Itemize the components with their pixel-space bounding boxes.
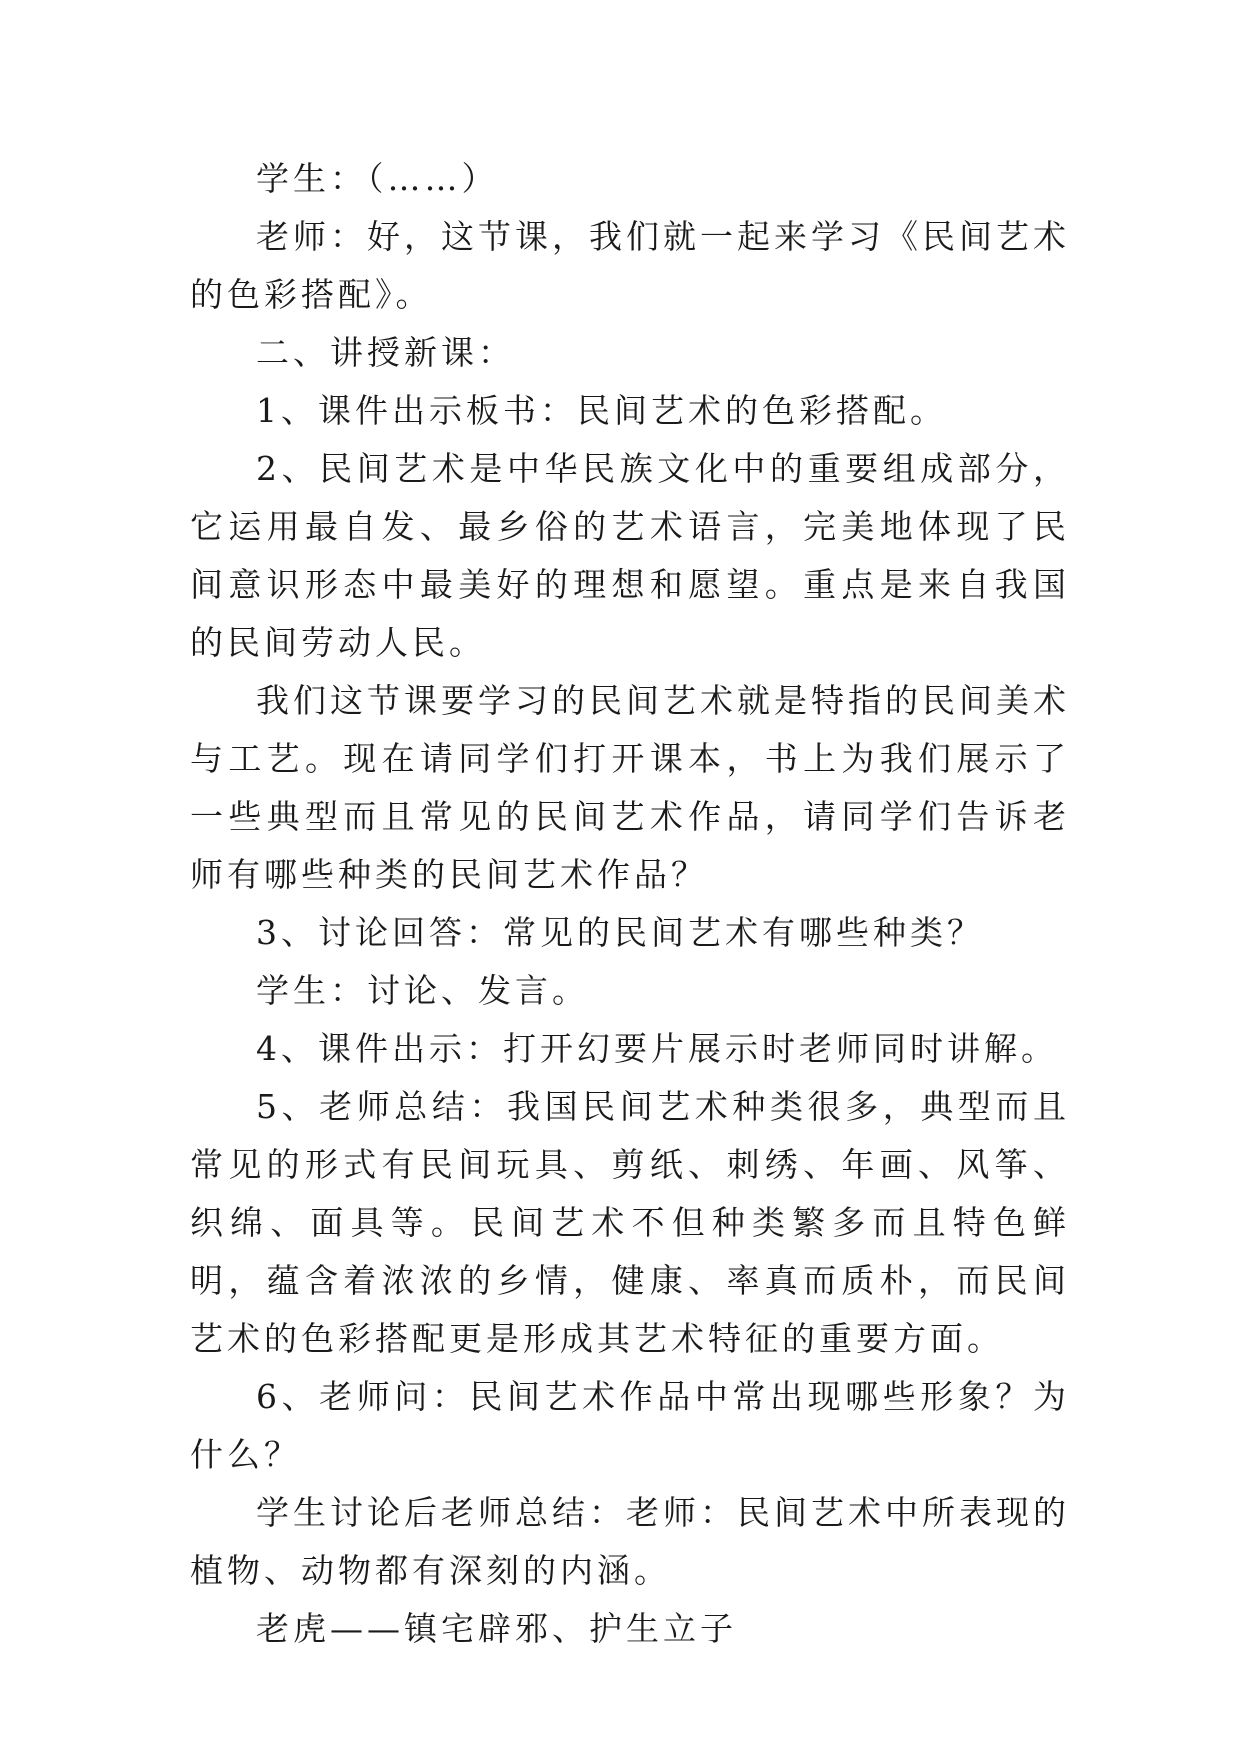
paragraph-folk-art-definition: 我们这节课要学习的民间艺术就是特指的民间美术与工艺。现在请同学们打开课本，书上为我们展示了一些典型而且常见的民间艺术作品，请同学们告诉老师有哪些种类的民间艺术作品？ [190,681,1070,894]
paragraph-teacher-summary: 学生讨论后老师总结：老师：民间艺术中所表现的植物、动物都有深刻的内涵。 [190,1493,1070,1590]
paragraph-step-3: 3、讨论回答：常见的民间艺术有哪些种类？ [256,913,984,952]
paragraph-student-discussion: 学生：讨论、发言。 [256,971,589,1010]
paragraph-step-5: 5、老师总结：我国民间艺术种类很多，典型而且常见的形式有民间玩具、剪纸、刺绣、年画、风筝、织绵、面具等。民间艺术不但种类繁多而且特色鲜明，蕴含着浓浓的乡情，健康、率真而质朴，而民间艺术的色彩搭配更是形成其艺术特征的重要方面。 [190,1087,1070,1358]
paragraph-student-reply: 学生：（……） [256,159,499,198]
paragraph-step-6: 6、老师问：民间艺术作品中常出现哪些形象？为什么？ [190,1377,1070,1474]
paragraph-step-4: 4、课件出示：打开幻要片展示时老师同时讲解。 [256,1029,1058,1068]
paragraph-step-1: 1、课件出示板书：民间艺术的色彩搭配。 [256,391,947,430]
paragraph-step-2: 2、民间艺术是中华民族文化中的重要组成部分，它运用最自发、最乡俗的艺术语言，完美地体现了民间意识形态中最美好的理想和愿望。重点是来自我国的民间劳动人民。 [190,449,1070,662]
paragraph-teacher-intro: 老师：好，这节课，我们就一起来学习《民间艺术的色彩搭配》。 [190,217,1070,314]
paragraph-tiger-meaning: 老虎——镇宅辟邪、护生立子 [256,1609,737,1648]
section-heading-new-lesson: 二、讲授新课： [256,333,515,372]
document-body [190,150,1070,1658]
